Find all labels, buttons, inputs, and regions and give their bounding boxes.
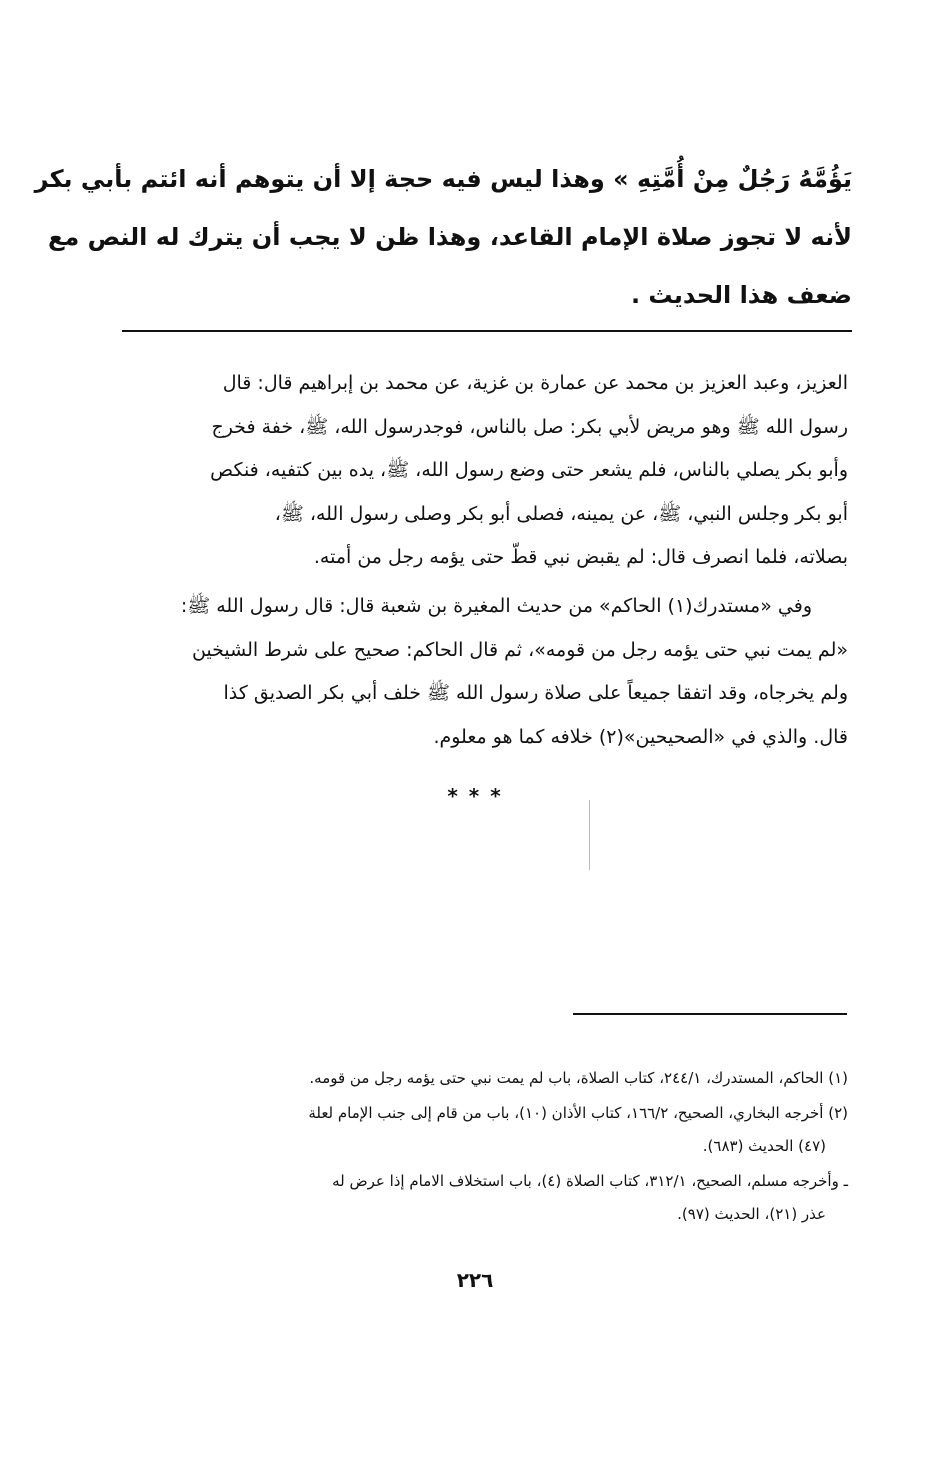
footnote-2-additional-continuation: عذر (٢١)، الحديث (٩٧). [677,1205,826,1223]
paragraph-line: «لم يمت نبي حتى يؤمه رجل من قومه»، ثم قال الحاكم: صحيح على شرط الشيخين [191,638,848,661]
top-text-line: يَؤُمَّهُ رَجُلٌ مِنْ أُمَّتِهِ » وهذا ليس فيه حجة إلا أن يتوهم أنه ائتم بأبي بكر [34,165,852,193]
paragraph-line: وفي «مستدرك(١) الحاكم» من حديث المغيرة بن شعبة قال: قال رسول الله ﷺ: [180,595,812,617]
paragraph-line: أبو بكر وجلس النبي، ﷺ، عن يمينه، فصلى أبو بكر وصلى رسول الله، ﷺ، [274,502,848,525]
paragraph-1 [120,362,848,580]
paragraph-line: ولم يخرجاه، وقد اتفقا جميعاً على صلاة رسول الله ﷺ خلف أبي بكر الصديق كذا [223,682,848,704]
paragraph-line: وأبو بكر يصلي بالناس، فلم يشعر حتى وضع رسول الله، ﷺ، يده بين كتفيه، فنكص [210,459,848,481]
paragraph-line: رسول الله ﷺ وهو مريض لأبي بكر: صل بالناس، فوجدرسول الله، ﷺ، خفة فخرج [211,415,848,438]
footnotes [120,1062,848,1231]
top-text-line: ضعف هذا الحديث . [630,281,852,309]
footnote-1: (١) الحاكم، المستدرك، ٢٤٤/١، كتاب الصلاة، باب لم يمت نبي حتى يؤمه رجل من قومه. [309,1069,848,1087]
footnote-divider [573,1013,847,1015]
footnote-2: (٢) أخرجه البخاري، الصحيح، ١٦٦/٢، كتاب الأذان (١٠)، باب من قام إلى جنب الإمام لعلة [308,1104,848,1122]
paragraph-line: قال. والذي في «الصحيحين»(٢) خلافه كما هو معلوم. [433,725,848,748]
footnote-2-additional: ـ وأخرجه مسلم، الصحيح، ٣١٢/١، كتاب الصلاة (٤)، باب استخلاف الامام إذا عرض له [332,1172,848,1190]
page-number: ٢٢٦ [456,1268,494,1292]
paragraph-line: العزيز، وعبد العزيز بن محمد عن عمارة بن غزية، عن محمد بن إبراهيم قال: قال [222,372,848,394]
section-separator: * * * [447,784,503,808]
paragraph-2 [120,585,848,759]
paragraph-line: بصلاته، فلما انصرف قال: لم يقبض نبي قطّ حتى يؤمه رجل من أمته. [313,546,848,568]
top-text-block [34,150,852,324]
top-text-line: لأنه لا تجوز صلاة الإمام القاعد، وهذا ظن لا يجب أن يترك له النص مع [48,223,852,251]
main-divider [122,330,852,332]
footnote-2-continuation: (٤٧) الحديث (٦٨٣). [702,1137,826,1155]
scan-artifact-line [589,800,590,870]
